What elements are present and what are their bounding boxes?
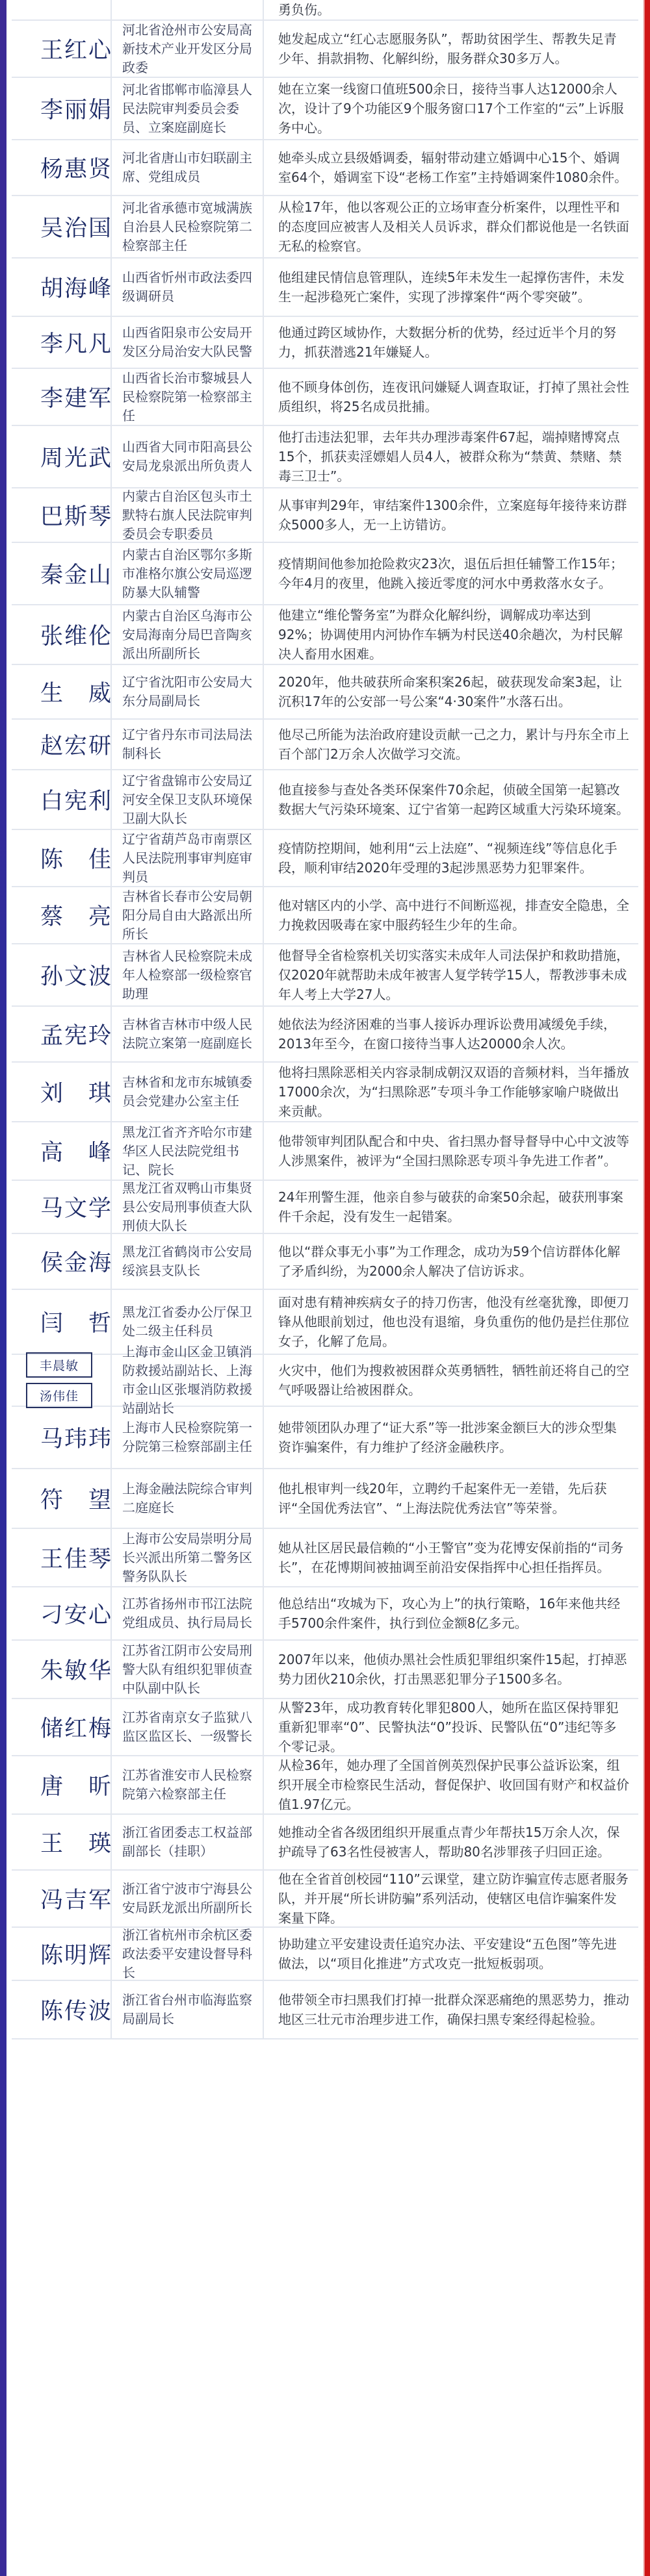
honoree-name-cell bbox=[12, 830, 112, 886]
honoree-name-cell bbox=[12, 1007, 112, 1061]
unit-position-cell bbox=[112, 1871, 264, 1926]
honoree-name: 秦金山 bbox=[40, 562, 113, 588]
table-row bbox=[12, 78, 638, 140]
deed-cell bbox=[264, 1469, 638, 1528]
table-row bbox=[12, 196, 638, 259]
unit-position-cell bbox=[112, 426, 264, 487]
unit-position-cell bbox=[112, 369, 264, 425]
honoree-name: 陈明辉 bbox=[40, 1943, 113, 1969]
deed-text: 他建立“维伦警务室”为群众化解纠纷，调解成功率达到92%；协调使用内河协作车辆为村民送40余趟次，为村民解决人畜用水困难。 bbox=[278, 607, 623, 662]
unit-position-text: 山西省忻州市政法委四级调研员 bbox=[122, 270, 252, 304]
honoree-name: 白宪利 bbox=[40, 789, 113, 814]
deed-text: 协助建立平安建设责任追究办法、平安建设“五色图”等先进做法，以“项目化推进”方式攻克一批短板弱项。 bbox=[278, 1936, 617, 1971]
unit-position-cell bbox=[112, 1981, 264, 2038]
deed-cell bbox=[264, 830, 638, 886]
table-row bbox=[12, 720, 638, 770]
honoree-name: 孟宪玲 bbox=[40, 1023, 113, 1049]
honoree-name: 蔡 亮 bbox=[40, 904, 113, 930]
unit-cell-empty bbox=[112, 0, 264, 19]
honoree-name: 生 威 bbox=[40, 681, 113, 707]
honoree-name: 王 瑛 bbox=[40, 1831, 113, 1857]
unit-position-text: 江苏省扬州市邗江法院党组成员、执行局局长 bbox=[122, 1596, 252, 1630]
table-row bbox=[12, 1063, 638, 1122]
deed-cell bbox=[264, 21, 638, 77]
deed-text: 疫情防控期间，她利用“云上法庭”、“视频连线”等信息化手段，顺利审结2020年受理的3起涉黑恶势力犯罪案件。 bbox=[278, 840, 618, 876]
deed-text: 火灾中，他们为搜救被困群众英勇牺牲，牺牲前还将自己的空气呼吸器让给被困群众。 bbox=[278, 1363, 629, 1398]
unit-position-text: 山西省大同市阳高县公安局龙泉派出所负责人 bbox=[122, 439, 252, 474]
table-row bbox=[12, 1815, 638, 1871]
honoree-name-cell bbox=[12, 605, 112, 664]
honoree-name: 王佳琴 bbox=[40, 1547, 113, 1572]
honoree-name: 刁安心 bbox=[40, 1602, 113, 1628]
table-row bbox=[12, 1007, 638, 1063]
honoree-name-cell bbox=[12, 1871, 112, 1926]
unit-position-text: 内蒙古自治区乌海市公安局海南分局巴音陶亥派出所副所长 bbox=[122, 607, 252, 661]
deed-text: 他尽己所能为法治政府建设贡献一己之力，累计与丹东全市上百个部门2万余人次做学习交流。 bbox=[278, 727, 629, 762]
honoree-name-cell bbox=[12, 665, 112, 718]
unit-position-text: 浙江省台州市临海监察局副局长 bbox=[122, 1992, 252, 2027]
deed-text: 从检36年，她办理了全国首例英烈保护民事公益诉讼案，组织开展全市检察民生活动，督促保护、收回国有财产和权益价值1.97亿元。 bbox=[278, 1758, 629, 1812]
deed-cell bbox=[264, 770, 638, 829]
unit-position-text: 内蒙古自治区包头市土默特右旗人民法院审判委员会专职委员 bbox=[122, 488, 252, 542]
deed-text: 他以“群众事无小事”为工作理念，成功为59个信访群体化解了矛盾纠纷，为2000余人解决了信访诉求。 bbox=[278, 1244, 621, 1279]
deed-cell bbox=[264, 259, 638, 316]
unit-position-text: 吉林省人民检察院未成年人检察部一级检察官助理 bbox=[122, 948, 252, 1002]
deed-cell bbox=[264, 1007, 638, 1061]
unit-position-cell bbox=[112, 830, 264, 886]
deed-cell bbox=[264, 317, 638, 368]
unit-position-cell bbox=[112, 1756, 264, 1813]
unit-position-cell bbox=[112, 720, 264, 769]
deed-cell bbox=[264, 605, 638, 664]
deed-cell bbox=[264, 1529, 638, 1586]
table-row bbox=[12, 1529, 638, 1587]
deed-cell bbox=[264, 1407, 638, 1468]
honoree-name: 赵宏研 bbox=[40, 733, 113, 759]
unit-position-text: 山西省长治市黎城县人民检察院第一检察部主任 bbox=[122, 370, 252, 423]
unit-position-cell bbox=[112, 140, 264, 195]
unit-position-cell bbox=[112, 1234, 264, 1289]
table-row bbox=[12, 543, 638, 605]
deed-cell bbox=[264, 1122, 638, 1180]
deed-text: 她发起成立“红心志愿服务队”，帮助贫困学生、帮教失足青少年、捐款捐物、化解纠纷，服务群众30多万人。 bbox=[278, 31, 617, 66]
deed-cell bbox=[264, 1063, 638, 1121]
deed-text: 他扎根审判一线20年，立聘约千起案件无一差错，先后获评“全国优秀法官”、“上海法院优秀法官”等荣誉。 bbox=[278, 1481, 607, 1516]
unit-position-text: 河北省邯郸市临漳县人民法院审判委员会委员、立案庭副庭长 bbox=[122, 81, 252, 135]
unit-position-cell bbox=[112, 1344, 264, 1416]
unit-position-text: 内蒙古自治区鄂尔多斯市准格尔旗公安局巡逻防暴大队辅警 bbox=[122, 546, 252, 600]
honoree-name-cell bbox=[12, 1407, 112, 1468]
unit-position-cell bbox=[112, 1063, 264, 1121]
table-row bbox=[12, 140, 638, 196]
deed-cell bbox=[264, 720, 638, 769]
table-row bbox=[12, 665, 638, 720]
deed-cell bbox=[264, 665, 638, 718]
honoree-name: 李建军 bbox=[40, 386, 113, 412]
deed-text: 她从社区居民最信赖的“小王警官”变为花博安保前指的“司务长”，在花博期间被抽调至前沿安保指挥中心担任指挥员。 bbox=[278, 1540, 624, 1575]
table-row bbox=[12, 1181, 638, 1234]
deed-text: 她推动全省各级团组织开展重点青少年帮扶15万余人次，保护疏导了63名性侵被害人，帮助80名涉罪孩子归回正途。 bbox=[278, 1825, 620, 1860]
deed-cell bbox=[264, 140, 638, 195]
unit-position-cell bbox=[112, 1181, 264, 1233]
table-row bbox=[12, 605, 638, 665]
unit-position-cell bbox=[112, 770, 264, 829]
honoree-name-cell bbox=[12, 1981, 112, 2038]
deed-cell bbox=[264, 1871, 638, 1926]
deed-text: 2020年，他共破获所命案积案26起，破获现发命案3起，让沉积17年的公安部一号公案“4·30案件”水落石出。 bbox=[278, 674, 623, 709]
honoree-name: 高 峰 bbox=[40, 1140, 113, 1166]
deed-cell bbox=[264, 1234, 638, 1289]
deed-cell bbox=[264, 0, 638, 19]
deed-text: 他督导全省检察机关切实落实未成年人司法保护和救助措施，仅2020年就帮助未成年被害人复学转学15人，帮教涉事未成年人考上大学27人。 bbox=[278, 948, 629, 1002]
left-border-stripe bbox=[0, 0, 6, 2576]
honoree-name-cell bbox=[12, 720, 112, 769]
honoree-name-cell bbox=[12, 1469, 112, 1528]
table-row bbox=[12, 317, 638, 369]
unit-position-text: 江苏省淮安市人民检察院第六检察部主任 bbox=[122, 1767, 252, 1802]
honoree-name-cell bbox=[12, 259, 112, 316]
deed-cell bbox=[264, 1756, 638, 1813]
honoree-name-cell bbox=[12, 1815, 112, 1869]
table-row bbox=[12, 21, 638, 78]
deed-cell bbox=[264, 1699, 638, 1755]
deed-cell bbox=[264, 196, 638, 257]
honoree-name: 符 望 bbox=[40, 1487, 113, 1513]
deed-cell bbox=[264, 1181, 638, 1233]
deed-cell bbox=[264, 543, 638, 604]
table-row bbox=[12, 1122, 638, 1181]
unit-position-text: 河北省沧州市公安局高新技术产业开发区分局政委 bbox=[122, 21, 252, 75]
deed-text: 他对辖区内的小学、高中进行不间断巡视，排查安全隐患，全力挽救因吸毒在家中服药轻生少年的生命。 bbox=[278, 898, 629, 933]
honoree-name: 闫 哲 bbox=[40, 1311, 113, 1337]
right-border-stripe bbox=[644, 0, 650, 2576]
unit-position-cell bbox=[112, 317, 264, 368]
unit-position-text: 辽宁省丹东市司法局法制科长 bbox=[122, 727, 252, 761]
table-row bbox=[12, 1290, 638, 1355]
honoree-name-cell bbox=[12, 140, 112, 195]
honoree-name: 杨惠贤 bbox=[40, 157, 113, 183]
honoree-name-cell bbox=[12, 1529, 112, 1586]
unit-position-text: 吉林省吉林市中级人民法院立案第一庭副庭长 bbox=[122, 1017, 252, 1051]
deed-text: 从检17年，他以客观公正的立场审查分析案件，以理性平和的态度回应被害人及相关人员诉求，群众们都说他是一名铁面无私的检察官。 bbox=[278, 199, 629, 254]
honoree-name-cell bbox=[12, 1756, 112, 1813]
honoree-name-cell bbox=[12, 770, 112, 829]
deed-text: 他将扫黑除恶相关内容录制成朝汉双语的音频材料，当年播放17000余次，为“扫黑除恶”专项斗争工作能够家喻户晓做出来贡献。 bbox=[278, 1065, 629, 1119]
unit-position-cell bbox=[112, 1815, 264, 1869]
deed-cell bbox=[264, 1641, 638, 1698]
unit-position-text: 上海市公安局崇明分局长兴派出所第二警务区警务队队长 bbox=[122, 1530, 252, 1584]
unit-position-text: 上海金融法院综合审判二庭庭长 bbox=[122, 1481, 252, 1515]
honoree-name: 王红心 bbox=[40, 38, 113, 64]
deed-text: 他打击违法犯罪，去年共办理涉毒案件67起，端掉赌博窝点15个，抓获卖淫嫖娼人员4人，被群众称为“禁黄、禁赌、禁毒三卫士”。 bbox=[278, 429, 622, 484]
deed-text: 从警23年，成功教育转化罪犯800人，她所在监区保持罪犯重新犯罪率“0”、民警执法“0”投诉、民警队伍“0”违纪等多个零记录。 bbox=[278, 1700, 619, 1754]
honoree-name-cell bbox=[12, 369, 112, 425]
unit-position-cell bbox=[112, 1928, 264, 1980]
honoree-name: 陈传波 bbox=[40, 1999, 113, 2025]
honoree-name: 刘 琪 bbox=[40, 1081, 113, 1107]
deed-cell bbox=[264, 1981, 638, 2038]
honoree-name-cell bbox=[12, 1355, 112, 1406]
honoree-name-cell bbox=[12, 1641, 112, 1698]
unit-position-text: 山西省阳泉市公安局开发区分局治安大队民警 bbox=[122, 325, 252, 359]
honoree-name-cell bbox=[12, 488, 112, 542]
deed-cell bbox=[264, 1928, 638, 1980]
deed-cell bbox=[264, 887, 638, 943]
unit-position-cell bbox=[112, 196, 264, 257]
deed-cell bbox=[264, 426, 638, 487]
unit-position-text: 江苏省江阴市公安局刑警大队有组织犯罪侦查中队副中队长 bbox=[122, 1642, 252, 1696]
deed-text: 她依法为经济困难的当事人接诉办理诉讼费用减缓免手续，2013年至今，在窗口接待当事人达20000余人次。 bbox=[278, 1017, 616, 1052]
honoree-name-cell bbox=[12, 78, 112, 139]
honoree-name: 孙文波 bbox=[40, 964, 113, 990]
unit-position-text: 黑龙江省齐齐哈尔市建华区人民法院党组书记、院长 bbox=[122, 1124, 252, 1178]
deed-cell bbox=[264, 944, 638, 1005]
table-row bbox=[12, 426, 638, 488]
unit-position-text: 辽宁省沈阳市公安局大东分局副局长 bbox=[122, 674, 252, 709]
unit-position-cell bbox=[112, 605, 264, 664]
table-row bbox=[12, 1928, 638, 1981]
honoree-name-cell bbox=[12, 944, 112, 1005]
honoree-name: 张维伦 bbox=[40, 624, 113, 650]
unit-position-cell bbox=[112, 1529, 264, 1586]
honoree-name-cell bbox=[12, 196, 112, 257]
honoree-name: 丰晨敏 bbox=[26, 1352, 92, 1378]
honoree-name-cell bbox=[12, 21, 112, 77]
table-row bbox=[12, 887, 638, 944]
honoree-name: 胡海峰 bbox=[40, 276, 113, 302]
deed-cell bbox=[264, 78, 638, 139]
honoree-name: 周光武 bbox=[40, 446, 113, 472]
unit-position-text: 吉林省和龙市东城镇委员会党建办公室主任 bbox=[122, 1074, 252, 1109]
unit-position-text: 河北省唐山市妇联副主席、党组成员 bbox=[122, 150, 252, 184]
deed-cell bbox=[264, 1815, 638, 1869]
honoree-name: 巴斯琴 bbox=[40, 504, 113, 530]
table-row bbox=[12, 1234, 638, 1290]
deed-cell bbox=[264, 369, 638, 425]
honoree-name-cell bbox=[12, 1234, 112, 1289]
deed-text: 她带领团队办理了“证大系”等一批涉案金额巨大的涉众型集资诈骗案件，有力维护了经济金融秩序。 bbox=[278, 1420, 617, 1455]
deed-text: 他带领全市扫黑我们打掉一批群众深恶痛绝的黑恶势力，推动地区三壮元市治理步进工作，确保扫黑专案经得起检验。 bbox=[278, 1992, 629, 2027]
deed-cell bbox=[264, 1587, 638, 1639]
deed-text: 他通过跨区域协作，大数据分析的优势，经过近半个月的努力，抓获潜逃21年嫌疑人。 bbox=[278, 325, 616, 360]
unit-position-text: 辽宁省盘锦市公安局辽河安全保卫支队环境保卫副大队长 bbox=[122, 772, 252, 826]
unit-position-text: 河北省承德市宽城满族自治县人民检察院第二检察部主任 bbox=[122, 199, 252, 253]
honoree-name-cell bbox=[12, 1181, 112, 1233]
table-row bbox=[12, 1699, 638, 1756]
deed-text: 他总结出“攻城为下，攻心为上”的执行策略，16年来他共经手5700余件案件，执行到位金额8亿多元。 bbox=[278, 1596, 621, 1631]
unit-position-text: 黑龙江省鹤岗市公安局绥滨县支队长 bbox=[122, 1244, 252, 1278]
honoree-name: 陈 佳 bbox=[40, 847, 113, 873]
unit-position-cell bbox=[112, 543, 264, 604]
unit-position-text: 辽宁省葫芦岛市南票区人民法院刑事审判庭审判员 bbox=[122, 831, 252, 885]
unit-position-cell bbox=[112, 665, 264, 718]
deed-text: 他带领审判团队配合和中央、省扫黑办督导督导中心中文波等人涉黑案件，被评为“全国扫黑除恶专项斗争先进工作者”。 bbox=[278, 1133, 629, 1168]
table-row bbox=[12, 1871, 638, 1928]
table-row bbox=[12, 1587, 638, 1641]
unit-position-text: 吉林省长春市公安局朝阳分局自由大路派出所所长 bbox=[122, 888, 252, 942]
honoree-name: 马玮玮 bbox=[40, 1426, 113, 1452]
deed-text: 勇负伤。 bbox=[278, 2, 330, 18]
deed-text: 面对患有精神疾病女子的持刀伤害，他没有丝毫犹豫，即便刀锋从他眼前划过，他也没有退缩，身负重伤的他仍是拦住那位女子，化解了危局。 bbox=[278, 1294, 629, 1349]
deed-text: 24年刑警生涯，他亲自参与破获的命案50余起，破获刑事案件千余起，没有发生一起错案。 bbox=[278, 1189, 623, 1224]
unit-position-text: 江苏省南京女子监狱八监区监区长、一级警长 bbox=[122, 1710, 252, 1744]
deed-cell bbox=[264, 1355, 638, 1406]
unit-position-cell bbox=[112, 1641, 264, 1698]
honoree-name: 吴治国 bbox=[40, 216, 113, 242]
table-row bbox=[12, 1641, 638, 1699]
table-row-continued bbox=[12, 0, 638, 21]
unit-position-cell bbox=[112, 1587, 264, 1639]
table-row bbox=[12, 488, 638, 543]
honoree-name: 侯金海 bbox=[40, 1250, 113, 1276]
table-row bbox=[12, 369, 638, 426]
name-cell-empty bbox=[12, 0, 112, 19]
table-row bbox=[12, 944, 638, 1007]
honoree-name-cell bbox=[12, 1587, 112, 1639]
deed-text: 他直接参与查处各类环保案件70余起，侦破全国第一起篡改数据大气污染环境案、辽宁省第一起跨区域重大污染环境案。 bbox=[278, 782, 629, 817]
deed-text: 她牵头成立县级婚调委，辐射带动建立婚调中心15个、婚调室64个，婚调室下设“老杨工作室”主持婚调案件1080余件。 bbox=[278, 150, 628, 185]
unit-position-cell bbox=[112, 944, 264, 1005]
unit-position-cell bbox=[112, 1699, 264, 1755]
honoree-name-cell bbox=[12, 543, 112, 604]
unit-position-text: 黑龙江省委办公厅保卫处二级主任科员 bbox=[122, 1304, 252, 1339]
honoree-name: 唐 昕 bbox=[40, 1774, 113, 1800]
deed-text: 2007年以来，他侦办黑社会性质犯罪组织案件15起，打掉恶势力团伙210余伙，打击黑恶犯罪分子1500多名。 bbox=[278, 1652, 627, 1687]
deed-text: 疫情期间他参加抢险救灾23次，退伍后担任辅警工作15年；今年4月的夜里，他跳入接近零度的河水中勇救落水女子。 bbox=[278, 556, 623, 591]
honoree-name-cell bbox=[12, 1063, 112, 1121]
table-row bbox=[12, 770, 638, 830]
honoree-name: 冯吉军 bbox=[40, 1888, 113, 1913]
unit-position-cell bbox=[112, 488, 264, 542]
unit-position-text: 浙江省杭州市余杭区委政法委平安建设督导科长 bbox=[122, 1926, 252, 1980]
unit-position-text: 上海市人民检察院第一分院第三检察部副主任 bbox=[122, 1420, 252, 1454]
honoree-name-cell bbox=[12, 1928, 112, 1980]
unit-position-cell bbox=[112, 887, 264, 943]
honoree-name: 朱敏华 bbox=[40, 1658, 113, 1684]
unit-position-cell bbox=[112, 259, 264, 316]
deed-text: 他不顾身体创伤，连夜讯问嫌疑人调查取证，打掉了黑社会性质组织，将25名成员批捕。 bbox=[278, 379, 629, 414]
unit-position-cell bbox=[112, 1122, 264, 1180]
deed-text: 他在全省首创校园“110”云课堂，建立防诈骗宣传志愿者服务队，并开展“所长讲防骗”系列活动，使辖区电信诈骗案件发案量下降。 bbox=[278, 1871, 629, 1926]
honoree-name: 李丽娟 bbox=[40, 97, 113, 123]
table-row bbox=[12, 259, 638, 317]
deed-text: 她在立案一线窗口值班500余日，接待当事人达12000余人次，设计了9个功能区9个服务窗口17个工作室的“云”上诉服务中心。 bbox=[278, 81, 624, 136]
honoree-name: 李凡凡 bbox=[40, 331, 113, 357]
unit-position-text: 上海市金山区金卫镇消防救援站副站长、上海市金山区张堰消防救援站副站长 bbox=[122, 1344, 252, 1416]
unit-position-cell bbox=[112, 21, 264, 77]
deed-text: 从事审判29年，审结案件1300余件，立案庭每年接待来访群众5000多人，无一上访错访。 bbox=[278, 498, 627, 533]
unit-position-text: 浙江省宁波市宁海县公安局跃龙派出所副所长 bbox=[122, 1881, 252, 1915]
unit-position-cell bbox=[112, 1007, 264, 1061]
table-row bbox=[12, 1756, 638, 1815]
table-row bbox=[12, 1344, 638, 1416]
honoree-name-cell bbox=[12, 426, 112, 487]
unit-position-cell bbox=[112, 1469, 264, 1528]
unit-position-cell bbox=[112, 1407, 264, 1468]
deed-text: 他组建民情信息管理队，连续5年未发生一起撑伤害件，未发生一起涉稳死亡案件，实现了涉撑案件“两个零突破”。 bbox=[278, 270, 625, 305]
honoree-name-cell bbox=[12, 1122, 112, 1180]
honoree-name-cell bbox=[12, 1290, 112, 1354]
honoree-name-cell bbox=[12, 1699, 112, 1755]
table-row bbox=[12, 1407, 638, 1469]
table-row bbox=[12, 830, 638, 887]
table-row bbox=[12, 1469, 638, 1529]
unit-position-text: 浙江省团委志工权益部副部长（挂职） bbox=[122, 1825, 252, 1859]
table-row bbox=[12, 1981, 638, 2039]
unit-position-cell bbox=[112, 78, 264, 139]
honoree-name: 汤伟佳 bbox=[26, 1383, 92, 1408]
honoree-name-cell bbox=[12, 317, 112, 368]
deed-cell bbox=[264, 488, 638, 542]
honoree-table bbox=[12, 0, 638, 2039]
honoree-name: 储红梅 bbox=[40, 1716, 113, 1742]
honoree-name: 马文学 bbox=[40, 1196, 113, 1222]
unit-position-text: 黑龙江省双鸭山市集贤县公安局刑事侦查大队刑侦大队长 bbox=[122, 1180, 252, 1233]
deed-cell bbox=[264, 1290, 638, 1354]
honoree-name-cell bbox=[12, 887, 112, 943]
